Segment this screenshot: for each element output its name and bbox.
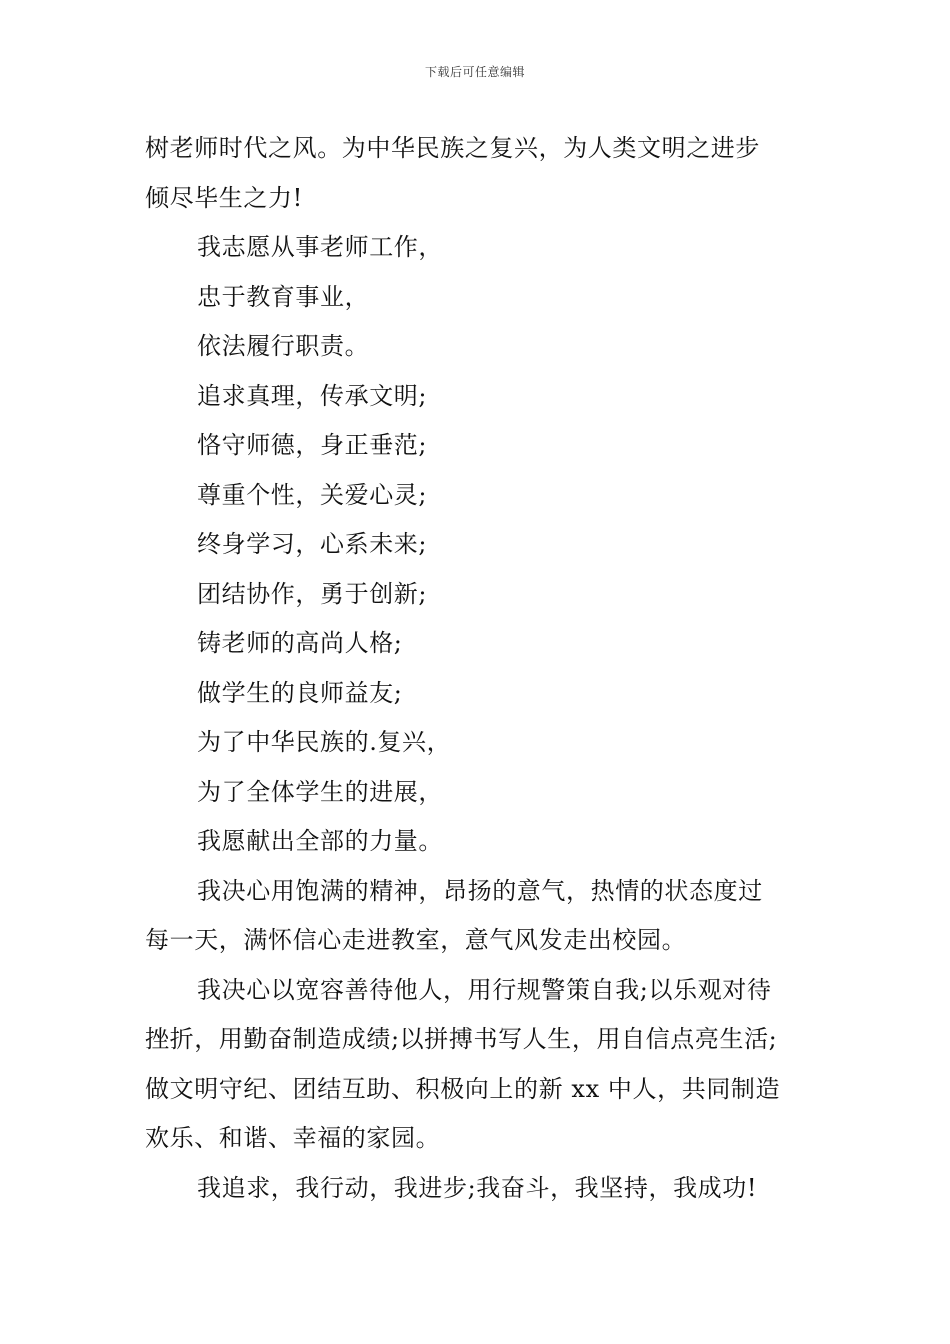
document-body: [145, 124, 825, 1213]
text-line: 我决心用饱满的精神，昂扬的意气，热情的状态度过: [197, 876, 763, 905]
text-line: 我追求，我行动，我进步;我奋斗，我坚持，我成功!: [197, 1173, 758, 1202]
text-line: 每一天，满怀信心走进教室，意气风发走出校园。: [145, 926, 687, 954]
text-line: 倾尽毕生之力!: [145, 183, 303, 212]
text-line: 团结协作，勇于创新;: [197, 579, 428, 608]
text-line: 恪守师德，身正垂范;: [197, 431, 428, 459]
text-line: 为了全体学生的进展，: [197, 777, 443, 806]
text-line: 我愿献出全部的力量。: [197, 827, 443, 855]
text-line: 做学生的良师益友;: [197, 678, 403, 707]
text-line: 铸老师的高尚人格;: [197, 629, 403, 657]
text-line: 尊重个性，关爱心灵;: [197, 480, 428, 509]
text-line: 欢乐、和谐、幸福的家园。: [145, 1124, 441, 1152]
text-line: 终身学习，心系未来;: [197, 530, 428, 558]
text-line: 依法履行职责。: [197, 332, 370, 360]
text-line: 我志愿从事老师工作，: [197, 233, 443, 261]
text-line: 追求真理，传承文明;: [197, 381, 428, 410]
text-line: 我决心以宽容善待他人，用行规警策自我;以乐观对待: [197, 975, 772, 1004]
text-line: 忠于教育事业，: [197, 282, 370, 311]
text-line: 为了中华民族的.复兴，: [197, 728, 452, 756]
text-line: 树老师时代之风。为中华民族之复兴，为人类文明之进步: [145, 134, 760, 162]
text-line: 做文明守纪、团结互助、积极向上的新 xx 中人，共同制造: [145, 1074, 781, 1103]
text-line: 挫折，用勤奋制造成绩;以拼搏书写人生，用自信点亮生活;: [145, 1025, 778, 1053]
page-header-note: 下载后可任意编辑: [424, 65, 525, 79]
